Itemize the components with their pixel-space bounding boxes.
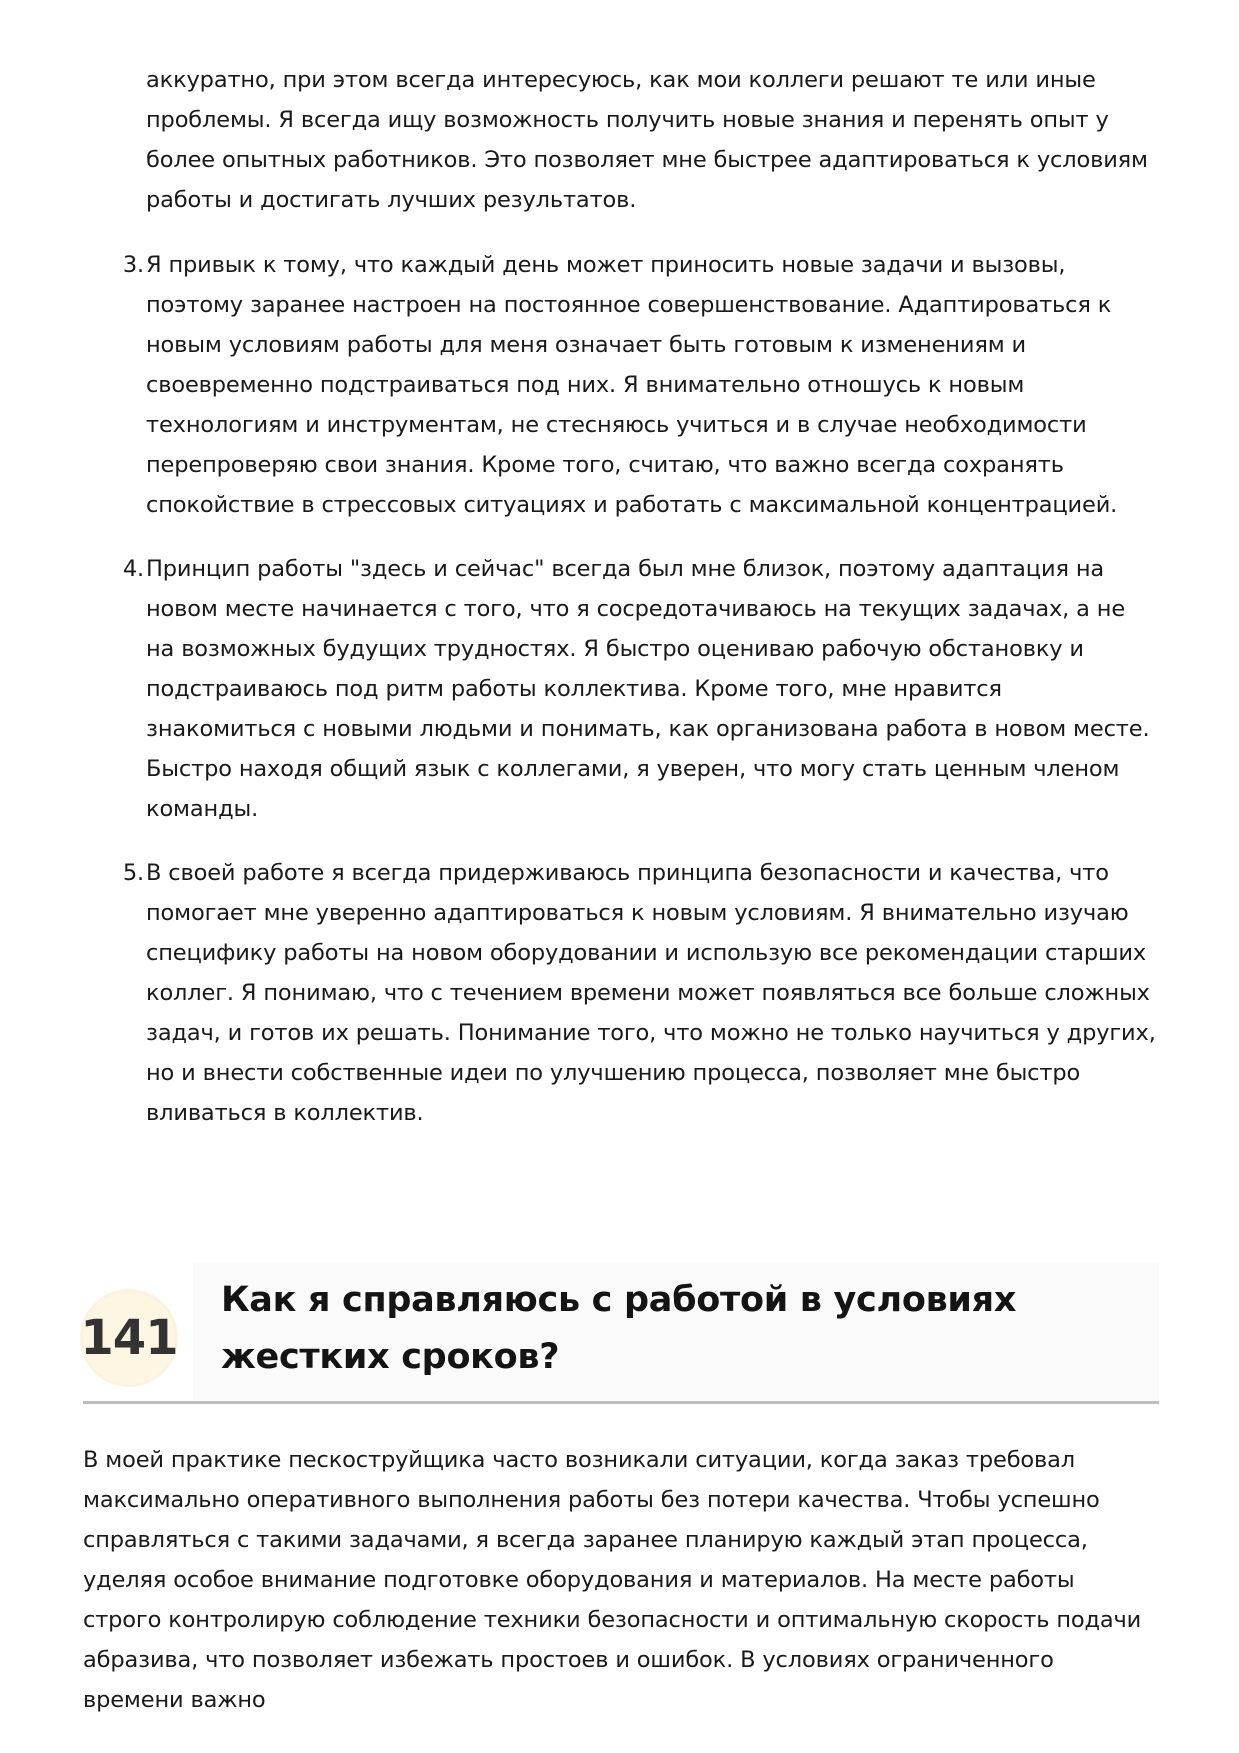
continuation-paragraph: аккуратно, при этом всегда интересуюсь, как мои коллеги решают те или иные проблемы. Я всегда ищу возможность получить новые знания и перенять опыт у более опытных работников. Это позволяет мне быстрее адаптироваться к условиям работы и достигать лучших результатов. <box>146 67 1148 213</box>
list-item <box>122 549 1156 829</box>
question-title: Как я справляюсь с работой в условиях жестких сроков? <box>221 1280 1017 1377</box>
list-item-number: 3. <box>122 252 144 278</box>
question-number-badge: 141 <box>83 1292 175 1384</box>
list-item <box>122 245 1156 525</box>
answer-paragraph: В моей практике пескоструйщика часто возникали ситуации, когда заказ требовал максимально оперативного выполнения работы без потери качества. Чтобы успешно справляться с такими задачами, я всегда заранее планирую каждый этап процесса, уделяя особое внимание подготовке оборудования и материалов. На месте работы строго контролирую соблюдение техники безопасности и оптимальную скорость подачи абразива, что позволяет избежать простоев и ошибок. В условиях ограниченного времени важно <box>83 1447 1142 1713</box>
list-item-text: В своей работе я всегда придерживаюсь принципа безопасности и качества, что помогает мне уверенно адаптироваться к новым условиям. Я внимательно изучаю специфику работы на новом оборудовании и использую все рекомендации старших коллег. Я понимаю, что с течением времени может появляться все больше сложных задач, и готов их решать. Понимание того, что можно не только научиться у других, но и внести собственные идеи по улучшению процесса, позволяет мне быстро вливаться в коллектив. <box>146 860 1156 1126</box>
list-item-number: 5. <box>122 860 144 886</box>
list-item-text: Принцип работы "здесь и сейчас" всегда был мне близок, поэтому адаптация на новом месте начинается с того, что я сосредотачиваюсь на текущих задачах, а не на возможных будущих трудностях. Я быстро оцениваю рабочую обстановку и подстраиваюсь под ритм работы коллектива. Кроме того, мне нравится знакомиться с новыми людьми и понимать, как организована работа в новом месте. Быстро находя общий язык с коллегами, я уверен, что могу стать ценным членом команды. <box>146 556 1150 822</box>
question-header <box>80 1262 1159 1414</box>
list-item-text: Я привык к тому, что каждый день может приносить новые задачи и вызовы, поэтому заранее настроен на постоянное совершенствование. Адаптироваться к новым условиям работы для меня означает быть готовым к изменениям и своевременно подстраиваться под них. Я внимательно отношусь к новым технологиям и инструментам, не стесняюсь учиться и в случае необходимости перепроверяю свои знания. Кроме того, считаю, что важно всегда сохранять спокойствие в стрессовых ситуациях и работать с максимальной концентрацией. <box>146 252 1118 518</box>
list-item-number: 4. <box>122 556 144 582</box>
question-divider <box>83 1401 1159 1404</box>
list-item <box>122 853 1156 1133</box>
answer-list <box>122 245 1156 1157</box>
